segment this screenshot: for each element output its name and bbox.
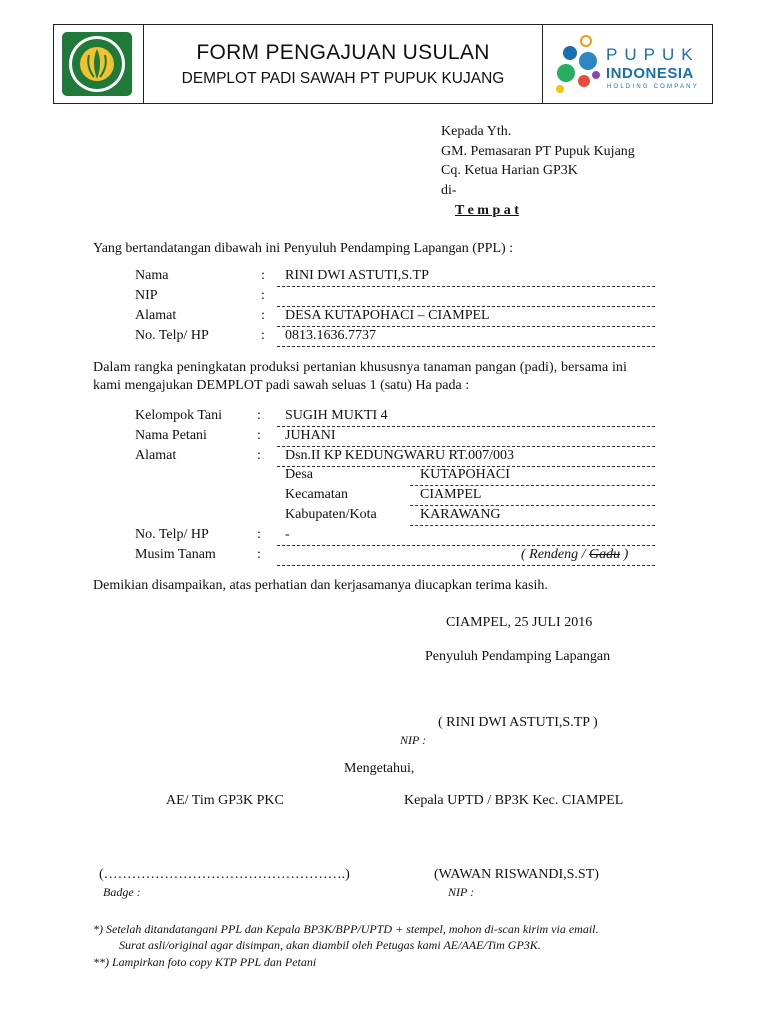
form-title: FORM PENGAJUAN USULAN [196, 41, 490, 64]
logo-text-holding: HOLDING COMPANY [607, 84, 699, 90]
farm-petani-value: JUHANI [285, 428, 336, 443]
farm-kabupaten-label: Kabupaten/Kota [285, 507, 377, 522]
farm-desa-label: Desa [285, 467, 313, 482]
farm-desa-value: KUTAPOHACI [420, 467, 510, 482]
form-header [53, 24, 713, 104]
colon: : [257, 428, 261, 443]
field-underline [277, 446, 655, 447]
farm-kecamatan-label: Kecamatan [285, 487, 348, 502]
field-underline [277, 286, 655, 287]
ppl-telp-label: No. Telp/ HP [135, 328, 209, 343]
addressee-tempat: T e m p a t [455, 203, 519, 218]
field-underline [277, 346, 655, 347]
farm-musim-label: Musim Tanam [135, 547, 216, 562]
pupuk-kujang-logo-icon [60, 31, 134, 97]
colon: : [257, 448, 261, 463]
form-subtitle: DEMPLOT PADI SAWAH PT PUPUK KUJANG [181, 70, 505, 87]
closing-text: Demikian disampaikan, atas perhatian dan kerjasamanya diucapkan terima kasih. [93, 578, 548, 593]
paragraph-line: Dalam rangka peningkatan produksi pertanian khususnya tanaman pangan (padi), bersama ini [93, 360, 628, 375]
addressee-line: Kepada Yth. [441, 124, 512, 139]
farm-kecamatan-value: CIAMPEL [420, 487, 482, 502]
ppl-nama-value: RINI DWI ASTUTI,S.TP [285, 268, 429, 283]
footnote: Surat asli/original agar disimpan, akan diambil oleh Petugas kami AE/AAE/Tim GP3K. [119, 938, 541, 952]
intro-text: Yang bertandatangan dibawah ini Penyuluh Pendamping Lapangan (PPL) : [93, 241, 514, 256]
acknowledge-right-name: (WAWAN RISWANDI,S.ST) [434, 867, 599, 882]
colon: : [261, 308, 265, 323]
acknowledge-left-role: AE/ Tim GP3K PKC [166, 793, 284, 808]
farm-kabupaten-value: KARAWANG [420, 507, 501, 522]
ppl-alamat-value: DESA KUTAPOHACI – CIAMPEL [285, 308, 490, 323]
acknowledge-title: Mengetahui, [344, 761, 415, 776]
header-divider [542, 25, 543, 103]
farm-kelompok-label: Kelompok Tani [135, 408, 223, 423]
musim-open: ( Rendeng / [521, 547, 590, 562]
colon: : [257, 547, 261, 562]
ppl-nip-label: NIP [135, 288, 158, 303]
ppl-telp-value: 0813.1636.7737 [285, 328, 376, 343]
addressee-line: di- [441, 183, 457, 198]
farm-musim-value [521, 547, 628, 563]
footnote: *) Setelah ditandatangani PPL dan Kepala BP3K/BPP/UPTD + stempel, mohon di-scan kirim via email. [93, 922, 599, 936]
field-underline [277, 426, 655, 427]
farm-kelompok-value: SUGIH MUKTI 4 [285, 408, 388, 423]
colon: : [257, 527, 261, 542]
farm-telp-value: - [285, 527, 290, 542]
field-underline [277, 306, 655, 307]
colon: : [257, 408, 261, 423]
acknowledge-left-badge: Badge : [103, 885, 141, 899]
paragraph-line: kami mengajukan DEMPLOT padi sawah seluas 1 (satu) Ha pada : [93, 378, 470, 393]
addressee-line: GM. Pemasaran PT Pupuk Kujang [441, 144, 635, 159]
logo-text-pupuk: PUPUK [606, 45, 700, 64]
acknowledge-left-name: (…………………………………………….) [99, 867, 350, 882]
logo-text-indonesia: INDONESIA [606, 65, 694, 82]
field-underline [410, 505, 655, 506]
colon: : [261, 288, 265, 303]
place-date: CIAMPEL, 25 JULI 2016 [446, 615, 593, 630]
field-underline [410, 525, 655, 526]
signature-role: Penyuluh Pendamping Lapangan [425, 649, 611, 664]
ppl-alamat-label: Alamat [135, 308, 177, 323]
field-underline [410, 485, 655, 486]
addressee-line: Cq. Ketua Harian GP3K [441, 163, 578, 178]
colon: : [261, 328, 265, 343]
field-underline [277, 326, 655, 327]
footnote: **) Lampirkan foto copy KTP PPL dan Petani [93, 955, 317, 969]
colon: : [261, 268, 265, 283]
field-underline [277, 565, 655, 566]
acknowledge-right-role: Kepala UPTD / BP3K Kec. CIAMPEL [404, 793, 624, 808]
signature-nip: NIP : [400, 733, 427, 747]
ppl-nama-label: Nama [135, 268, 169, 283]
farm-alamat-label: Alamat [135, 448, 177, 463]
field-underline [277, 545, 655, 546]
farm-telp-label: No. Telp/ HP [135, 527, 209, 542]
acknowledge-right-nip: NIP : [448, 885, 475, 899]
pupuk-indonesia-logo [550, 29, 710, 99]
farm-petani-label: Nama Petani [135, 428, 207, 443]
farm-alamat-value: Dsn.II KP KEDUNGWARU RT.007/003 [285, 448, 514, 463]
musim-close: ) [620, 547, 629, 562]
pupuk-indonesia-logo-icon [550, 29, 606, 99]
musim-strike: Gadu [589, 547, 621, 562]
signature-name: ( RINI DWI ASTUTI,S.TP ) [438, 715, 598, 730]
